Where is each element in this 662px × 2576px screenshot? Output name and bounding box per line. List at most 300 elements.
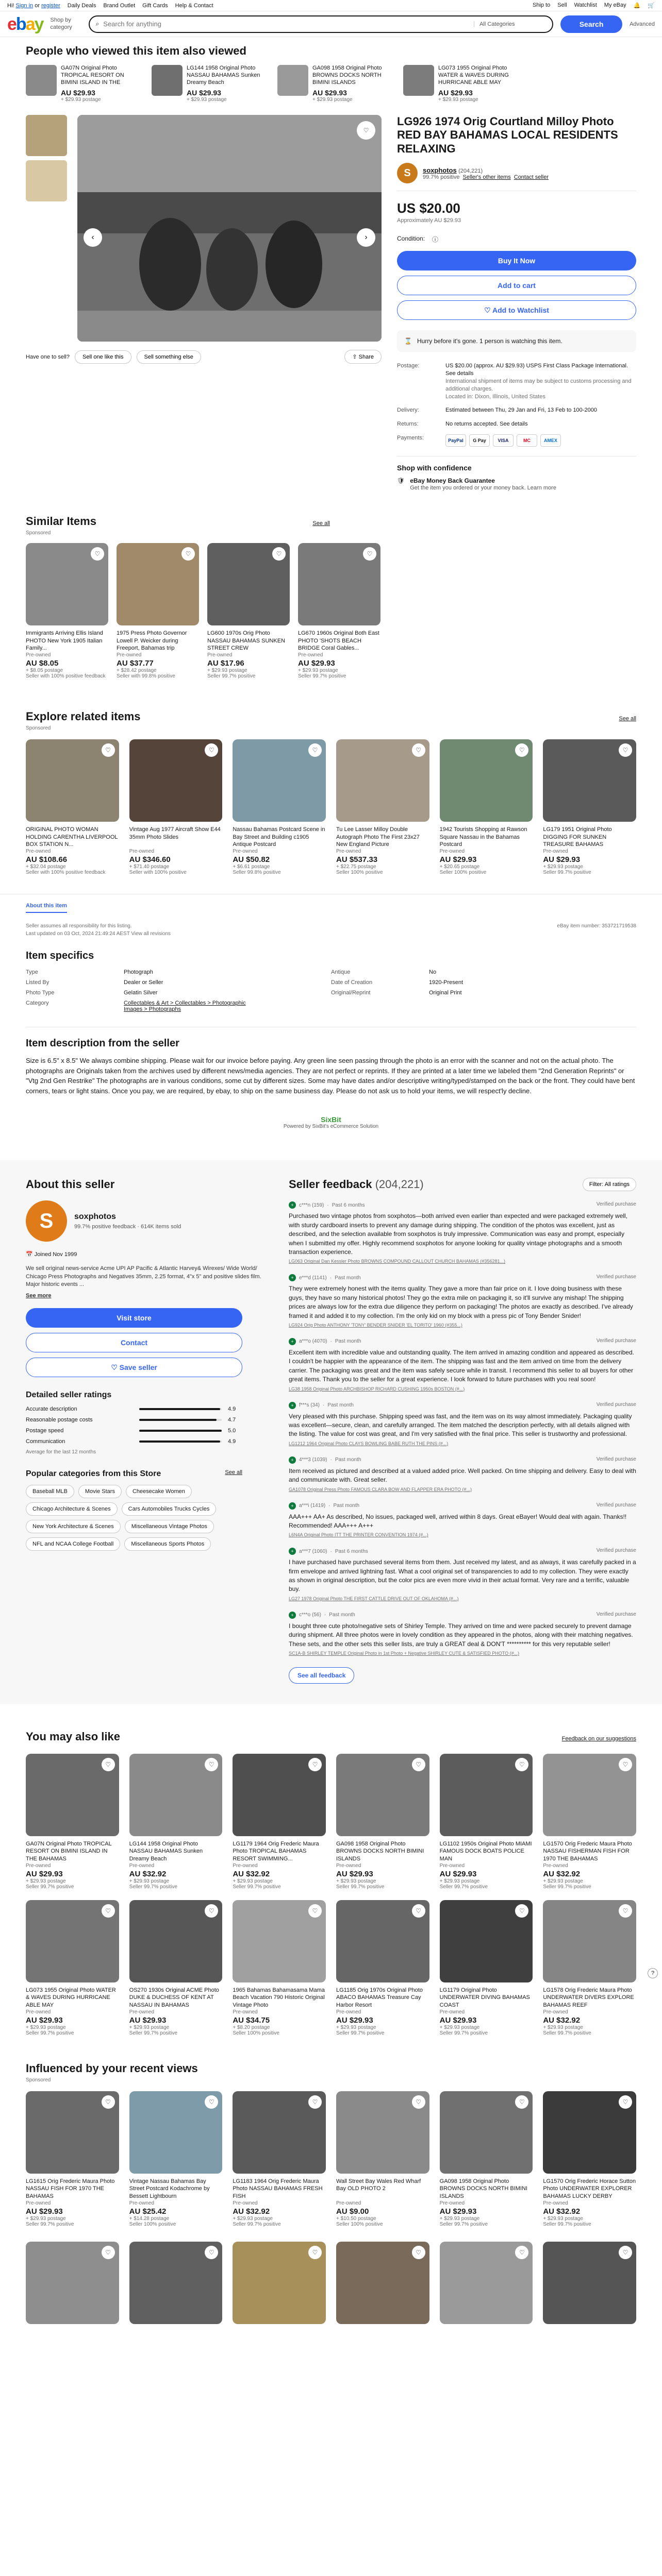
heart-icon[interactable]: ♡ [205, 743, 218, 757]
feedback-entry: + a***o (4070) · Past month Verified purchase Excellent item with incredible value and outstanding quality. The item arrived in amazing condition and appeared as described. I couldn't be happier with the appearance of the item. The shipping was fast and the item arrived on time from the delivery carrier. The packaging was great and the item was safely secure while in transit. I recommend this seller to all buyers for other great items. Thank you to the seller for a great experience. I look forward to future purchases with you real soon! LG38 1958 Original Photo ARCHBISHOP RICHARD CUSHING 1950s BOSTON (#...) [289, 1337, 636, 1392]
avatar[interactable]: S [26, 1200, 67, 1242]
feedback-entry: + e***d (1141) · Past month Verified purchase They were extremely honest with the items quality. They gave a more than fair price on it. I love doing business with these guys, they have so many historical photos! They go the extra mile on packaging it, so it'll survive any mishap! The shipping prices are always low for the extra due diligence they perform on packaging! The photos are exactly as described. I've already framed it and added it to my collection. I'm the only kid on my block with a press pic of Tony Bender Snider! LG924 Orig Photo ANTHONY 'TONY' BENDER SNIDER 'EL TORITO' 1960 (#355...) [289, 1274, 636, 1328]
share-icon: ⇪ [352, 354, 357, 360]
save-seller-button[interactable]: ♡ Save seller [26, 1358, 242, 1377]
feedback-suggestions-link[interactable]: Feedback on our suggestions [561, 1736, 636, 1742]
product-condition: Pre-owned [233, 849, 258, 855]
product-seller: Seller 99.7% positive [543, 2222, 591, 2228]
category-chip[interactable]: NFL and NCAA College Football [26, 1537, 120, 1551]
product-shipping: + $32.04 postage [26, 864, 66, 870]
heart-icon[interactable]: ♡ [515, 2246, 528, 2259]
viewed-item[interactable] [403, 65, 518, 103]
spec-value: 1920-Present [429, 979, 464, 986]
product-condition: Pre-owned [439, 2009, 465, 2015]
product-card[interactable] [440, 1754, 533, 1890]
seller-name-link[interactable]: soxphotos [423, 166, 457, 174]
search-input[interactable] [103, 20, 470, 28]
product-card[interactable] [440, 1900, 533, 2036]
product-image[interactable] [26, 2242, 119, 2324]
spec-key: Antique [331, 969, 351, 976]
shipping-info [397, 362, 636, 447]
product-title[interactable]: OS270 1930s Original ACME Photo DUKE & DUCHESS OF KENT AT NASSAU IN BAHAMAS [129, 1987, 219, 2008]
sell-like-this-button[interactable]: Sell one like this [75, 350, 131, 364]
product-title[interactable]: Wall Street Bay Wales Red Wharf Bay OLD PHOTO 2 [336, 2178, 421, 2192]
info-icon[interactable]: ⓘ [432, 236, 439, 244]
product-image[interactable] [26, 2091, 119, 2174]
product-image[interactable] [26, 739, 119, 822]
product-condition: Pre-owned [543, 2200, 568, 2207]
product-title[interactable]: LG670 1960s Original Both East PHOTO 'SHOTS BEACH BRIDGE Coral Gables... [298, 630, 379, 652]
category-chip[interactable]: Miscellaneous Sports Photos [124, 1537, 211, 1551]
contact-seller-link[interactable]: Contact seller [514, 174, 549, 180]
ship-to-link[interactable]: Ship to [532, 2, 551, 8]
product-title[interactable]: LG1570 Orig Frederic Maura Photo NASSAU FISHERMAN FISH FOR 1970 THE BAHAMAS [543, 1841, 632, 1862]
item-thumbnail[interactable] [26, 65, 57, 96]
see-all-link[interactable]: See all [312, 520, 330, 527]
product-title[interactable]: GA098 1958 Original Photo BROWNS DOCKS NORTH BIMINI ISLANDS [439, 2178, 527, 2199]
feedback-item-link[interactable]: SC1A-B SHIRLEY TEMPLE Original Photo in 1st Photo + Negative SHIRLEY CUTE & SATISFIED PHOTO (#...) [289, 1651, 520, 1656]
product-card[interactable] [129, 1900, 223, 2036]
detailed-ratings [26, 1391, 263, 1455]
product-title[interactable]: LG600 1970s Orig Photo NASSAU BAHAMAS SUNKEN STREET CREW [207, 630, 285, 652]
product-image[interactable] [129, 2091, 223, 2174]
heart-icon: ♡ [111, 1363, 118, 1371]
search-box [89, 15, 554, 33]
product-title[interactable]: LG1102 1950s Original Photo MIAMI FAMOUS DOCK BOATS POLICE MAN [439, 1841, 532, 1862]
product-image[interactable] [336, 1900, 429, 1982]
heart-icon[interactable]: ♡ [619, 1758, 632, 1771]
product-card[interactable] [117, 543, 199, 679]
product-shipping: + $29.93 postage [298, 668, 338, 674]
product-image[interactable] [129, 1754, 223, 1836]
product-image[interactable] [207, 543, 290, 625]
product-shipping: + $8.05 postage [26, 668, 63, 674]
postage-value: US $20.00 (approx. AU $29.93) USPS First Class Package International. See details [445, 363, 628, 377]
product-title[interactable]: LG1183 1964 Orig Frederic Maura Photo NASSAU BAHAMAS FRESH FISH [233, 2178, 323, 2199]
product-shipping: + $29.93 postage [26, 2025, 66, 2031]
heart-icon[interactable]: ♡ [205, 2246, 218, 2259]
avatar[interactable]: S [397, 163, 418, 183]
search-icon: ⌕ [95, 20, 100, 27]
product-title[interactable]: LG1578 Orig Frederic Maura Photo UNDERWATER DIVERS EXPLORE BAHAMAS REEF [543, 1987, 634, 2008]
product-image[interactable] [440, 1754, 533, 1836]
item-title[interactable]: LG073 1955 Original Photo WATER & WAVES DURING HURRICANE ABLE MAY [438, 65, 509, 86]
heart-icon[interactable]: ♡ [515, 1758, 528, 1771]
product-image[interactable] [440, 1900, 533, 1982]
product-card[interactable] [336, 1754, 429, 1890]
category-chip[interactable]: Chicago Architecture & Scenes [26, 1502, 118, 1516]
heart-icon[interactable]: ♡ [363, 547, 376, 561]
product-image[interactable] [336, 2091, 429, 2174]
heart-icon[interactable]: ♡ [272, 547, 286, 561]
buy-it-now-button[interactable]: Buy It Now [397, 251, 636, 270]
mastercard-icon: MC [517, 434, 537, 447]
product-image[interactable] [543, 1900, 636, 1982]
product-card[interactable] [440, 2091, 533, 2227]
product-price: AU $29.93 [439, 2016, 477, 2025]
product-title[interactable]: LG144 1958 Original Photo NASSAU BAHAMAS Sunken Dreamy Beach [129, 1841, 203, 1862]
help-link[interactable]: Help & Contact [175, 2, 213, 9]
item-title[interactable]: GA07N Original Photo TROPICAL RESORT ON BIMINI ISLAND IN THE [61, 65, 124, 86]
spec-value: Gelatin Silver [124, 990, 158, 996]
seller-count: (204,221) [458, 167, 483, 174]
positive-icon: + [289, 1274, 296, 1281]
about-seller: About this seller S soxphotos 99.7% positive feedback · 614K items sold 📅 Joined Nov 1999 We sell original news-service Acme UPI AP Pacific & Atlantic Harvey& Wirexes/ Wide World/ Chicago Press Photographs and Negatives 35mm, 2.25 format, 4"x 5" and positive slides film. Major historic events ... See more Visit store Contact ♡ Save seller Detailed seller ratings Accurate description 4.9 Reasonable postage costs 4.7 Postage speed 5.0 Communication 4.9 Average for the last 12 months Popular categories from this Store See all Baseball MLB Movie Stars Cheesecake Women Chicago Architecture & Scenes Cars Automobiles Trucks Cycles New York Architecture & Scenes Miscellaneous Vintage Photos NFL and NCAA College Football Miscellaneous Sports Photos [26, 1178, 263, 1684]
product-image[interactable] [117, 543, 199, 625]
items-sold: 614K items sold [141, 1224, 181, 1230]
see-all-link[interactable]: See all [225, 1469, 242, 1476]
last-updated: Last updated on 03 Oct, 2024 21:49:24 AEST View all revisions [26, 931, 171, 937]
product-condition: Pre-owned [543, 1863, 568, 1869]
product-card[interactable] [129, 1754, 223, 1890]
product-image[interactable] [233, 1900, 326, 1982]
product-image[interactable] [26, 1754, 119, 1836]
product-seller: Seller 100% positive [439, 870, 487, 876]
help-icon[interactable]: ? [648, 1968, 658, 1978]
heart-icon[interactable]: ♡ [515, 743, 528, 757]
heart-icon[interactable]: ♡ [308, 1758, 322, 1771]
product-card[interactable] [26, 739, 119, 875]
product-price: AU $50.82 [233, 855, 270, 865]
main-photo[interactable] [77, 115, 382, 342]
product-seller: Seller 99.8% positive [233, 870, 281, 876]
hurry-banner: ⌛ Hurry before it's gone. 1 person is watching this item. [397, 330, 636, 352]
product-seller: Seller 100% positive [336, 870, 383, 876]
product-card[interactable] [336, 739, 429, 875]
item-shipping: + $29.93 postage [312, 97, 353, 103]
product-title[interactable]: LG1570 Orig Frederic Horace Sutton Photo UNDERWATER EXPLORER BAHAMAS LUCKY DERBY [543, 2178, 636, 2199]
feedback-item-link[interactable]: LG924 Orig Photo ANTHONY 'TONY' BENDER SNIDER 'EL TORITO' 1960 (#355...) [289, 1322, 462, 1328]
product-image[interactable] [336, 2242, 429, 2324]
product-image[interactable] [233, 2242, 326, 2324]
heart-icon[interactable]: ♡ [102, 1904, 115, 1918]
seller-positive: 99.7% positive feedback [74, 1224, 136, 1230]
heart-icon[interactable]: ♡ [619, 743, 632, 757]
product-seller: Seller 99.7% positive [439, 1884, 488, 1890]
product-price: AU $108.66 [26, 855, 68, 865]
shop-by-category[interactable]: Shop by category [50, 17, 72, 30]
product-card[interactable] [26, 1754, 119, 1890]
product-image[interactable] [129, 2242, 223, 2324]
product-card[interactable] [543, 2091, 636, 2227]
heart-icon[interactable]: ♡ [102, 2246, 115, 2259]
ebay-logo[interactable]: ebay [7, 14, 43, 34]
category-chip[interactable]: Cars Automobiles Trucks Cycles [122, 1502, 217, 1516]
contact-button[interactable]: Contact [26, 1333, 242, 1352]
delivery-value: Estimated between Thu, 29 Jan and Fri, 13 Feb to 100-2000 [445, 407, 597, 414]
add-to-cart-button[interactable]: Add to cart [397, 276, 636, 295]
product-card[interactable] [26, 2091, 119, 2227]
feedback-item-link[interactable]: LG38 1958 Original Photo ARCHBISHOP RICHARD CUSHING 1950s BOSTON (#...) [289, 1386, 465, 1392]
product-card[interactable] [26, 543, 108, 679]
product-image[interactable] [26, 1900, 119, 1982]
feedback-item-link[interactable]: LG063 Original Dan Kessler Photo BROWNS COMPOUND CALLOUT CHURCH BAHAMAS (#356281...) [289, 1259, 505, 1264]
product-title[interactable]: GA098 1958 Original Photo BROWNS DOCKS NORTH BIMINI ISLANDS [336, 1841, 424, 1862]
product-title[interactable]: LG1615 Orig Frederic Maura Photo NASSAU FISH FOR 1970 THE BAHAMAS [26, 2178, 115, 2199]
item-thumbnail[interactable] [277, 65, 308, 96]
product-card[interactable] [543, 739, 636, 875]
about-this-item [0, 894, 662, 1129]
feedback-entry: + c***o (56) · Past month Verified purchase I bought three cute photo/negative sets of Shirley Temple. They arrived on time and were packed securely to prevent damage during shipment. All three photos were in lovely condition as they appeared in the photos, along with their matching negatives. These sets, and the other sets this seller lists, are truly a GREAT deal & DON'T ********** for this very reputable seller! SC1A-B SHIRLEY TEMPLE Original Photo in 1st Photo + Negative SHIRLEY CUTE & SATISFIED PHOTO (#...) [289, 1611, 636, 1656]
product-card[interactable] [440, 2242, 533, 2324]
signin-link[interactable]: Sign in [15, 2, 34, 9]
product-image[interactable] [233, 1754, 326, 1836]
product-card[interactable] [543, 1754, 636, 1890]
product-shipping: + $29.93 postage [336, 1878, 376, 1885]
heart-icon[interactable]: ♡ [619, 2095, 632, 2109]
product-condition: Pre-owned [439, 1863, 465, 1869]
seller-other-items-link[interactable]: Seller's other items [462, 174, 511, 180]
heart-icon[interactable]: ♡ [412, 743, 425, 757]
product-title[interactable]: 1942 Tourists Shopping at Rawson Square Nassau in the Bahamas Postcard [439, 826, 527, 848]
see-more-link[interactable]: See more [26, 1292, 52, 1299]
product-title[interactable]: 1965 Bahamas Bahamasama Mama Beach Vacation 790 Historic Original Vintage Photo [233, 1987, 325, 2008]
product-card[interactable] [336, 2242, 429, 2324]
product-title[interactable]: GA07N Original Photo TROPICAL RESORT ON BIMINI ISLAND IN THE BAHAMAS [26, 1841, 112, 1862]
product-condition: Pre-owned [129, 2200, 155, 2207]
spec-key: Type [26, 969, 38, 976]
heart-icon[interactable]: ♡ [619, 1904, 632, 1918]
product-image[interactable] [298, 543, 380, 625]
product-title[interactable]: Tu Lee Lasser Milloy Double Autograph Photo The First 23x27 New England Picture [336, 826, 420, 848]
product-condition: Pre-owned [233, 1863, 258, 1869]
product-title[interactable]: Vintage Nassau Bahamas Bay Street Postcard Kodachrome by Bessett Lightbourn [129, 2178, 210, 2199]
tab-about-item[interactable]: About this item [26, 903, 67, 913]
product-price: AU $29.93 [439, 855, 477, 865]
share-button[interactable]: ⇪ Share [344, 350, 382, 364]
product-title[interactable]: LG179 1951 Original Photo DIGGING FOR SUNKEN TREASURE BAHAMAS [543, 826, 612, 848]
product-price: AU $346.60 [129, 855, 171, 865]
product-title[interactable]: 1975 Press Photo Governor Lowell P. Weicker during Freeport, Bahamas trip [117, 630, 187, 652]
feedback-item-link[interactable]: GA1078 Original Press Photo FAMOUS CLARA BOW AND FLAPPER ERA PHOTO (#...) [289, 1486, 472, 1492]
product-title[interactable]: LG073 1955 Original Photo WATER & WAVES DURING HURRICANE ABLE MAY [26, 1987, 116, 2008]
rating-row: Reasonable postage costs 4.7 [26, 1417, 236, 1423]
popular-title: Popular categories from this Store [26, 1469, 161, 1479]
section-title: People who viewed this item also viewed [26, 44, 246, 57]
gift-cards-link[interactable]: Gift Cards [142, 2, 168, 9]
cart-icon[interactable]: 🛒 [648, 3, 655, 9]
category-select[interactable]: All Categories [474, 21, 546, 27]
see-all-feedback-button[interactable]: See all feedback [289, 1667, 354, 1684]
category-chip[interactable]: Cheesecake Women [126, 1485, 192, 1498]
product-condition: Pre-owned [207, 652, 233, 658]
feedback-entry: + 4***3 (1039) · Past month Verified purchase Item received as pictured and described at a valued added price. Well packed. On time shipping and delivery. Easy to deal with and communicate with. Great seller. GA1078 Original Press Photo FAMOUS CLARA BOW AND FLAPPER ERA PHOTO (#...) [289, 1456, 636, 1492]
product-seller: Seller 99.7% positive [336, 1884, 385, 1890]
product-image[interactable] [543, 2242, 636, 2324]
product-card[interactable] [233, 2242, 326, 2324]
product-seller: Seller 100% positive [129, 2222, 176, 2228]
product-card[interactable] [129, 2091, 223, 2227]
product-image[interactable] [336, 739, 429, 822]
chevron-left-icon[interactable]: ‹ [84, 228, 102, 247]
description-title: Item description from the seller [26, 1038, 179, 1049]
brand-outlet-link[interactable]: Brand Outlet [103, 2, 136, 9]
feedback-item-link[interactable]: LG1212 1964 Original Photo CLAYS BOWLING BABE RUTH THE PINS (#...) [289, 1440, 449, 1446]
seller-bio: We sell original news-service Acme UPI AP Pacific & Atlantic Harvey& Wirexes/ Wide World/ Chicago Press Photographs and Negatives 35mm, 2.25 format, 4"x 5" and positive slides film. Major historic events ... See more [26, 1265, 263, 1300]
product-seller: Seller 99.7% positive [26, 1884, 74, 1890]
product-seller: Seller with 100% positive feedback [26, 870, 106, 876]
search-button[interactable]: Search [560, 15, 622, 33]
guarantee-title: eBay Money Back Guarantee [410, 477, 495, 485]
product-seller: Seller 99.7% positive [26, 2030, 74, 2037]
positive-icon: + [289, 1402, 296, 1409]
product-image[interactable] [543, 1754, 636, 1836]
delivery-label: Delivery: [397, 407, 419, 414]
viewed-item[interactable] [26, 65, 140, 103]
heart-icon[interactable]: ♡ [102, 2095, 115, 2109]
product-price: AU $29.93 [298, 659, 335, 668]
product-image[interactable] [233, 2091, 326, 2174]
add-to-watchlist-button[interactable]: ♡ Add to Watchlist [397, 300, 636, 320]
viewed-item[interactable] [152, 65, 266, 103]
product-condition: Pre-owned [26, 2009, 51, 2015]
product-card[interactable] [233, 739, 326, 875]
item-thumbnail[interactable] [403, 65, 434, 96]
category-chip[interactable]: Baseball MLB [26, 1485, 74, 1498]
chevron-right-icon[interactable]: › [357, 228, 375, 247]
item-title[interactable]: GA098 1958 Original Photo BROWNS DOCKS NORTH BIMINI ISLANDS [312, 65, 382, 86]
product-condition: Pre-owned [26, 1863, 51, 1869]
product-card[interactable] [298, 543, 380, 679]
product-card[interactable] [129, 739, 223, 875]
bell-icon[interactable]: 🔔 [633, 3, 641, 9]
product-image[interactable] [336, 1754, 429, 1836]
seller-section [0, 1160, 662, 1704]
register-link[interactable]: register [41, 2, 60, 9]
thumbnail-list [26, 115, 72, 342]
heart-icon[interactable]: ♡ [412, 2246, 425, 2259]
product-shipping: + $29.93 postage [543, 2025, 583, 2031]
category-chip[interactable]: New York Architecture & Scenes [26, 1520, 121, 1533]
product-card[interactable] [233, 1900, 326, 2036]
product-card[interactable] [336, 2091, 429, 2227]
heart-icon[interactable]: ♡ [515, 1904, 528, 1918]
product-image[interactable] [129, 739, 223, 822]
heart-icon[interactable]: ♡ [308, 743, 322, 757]
product-title[interactable]: LG1179 Original Photo UNDERWATER DIVING BAHAMAS COAST [439, 1987, 530, 2008]
product-condition: Pre-owned [298, 652, 323, 658]
product-seller: Seller with 100% positive [129, 870, 187, 876]
product-image[interactable] [26, 543, 108, 625]
rating-row: Postage speed 5.0 [26, 1428, 236, 1434]
spec-value: Photograph [124, 969, 153, 976]
viewed-item[interactable] [277, 65, 392, 103]
heart-icon[interactable]: ♡ [515, 2095, 528, 2109]
product-price: AU $29.93 [26, 2207, 63, 2216]
feedback-item-link[interactable]: L6N4A Original Photo ITT THE PRINTER CONVENTION 1974 (#...) [289, 1532, 428, 1538]
heart-icon[interactable]: ♡ [102, 1758, 115, 1771]
product-title[interactable]: Vintage Aug 1977 Aircraft Show E44 35mm Photo Slides [129, 826, 221, 840]
advanced-search-link[interactable]: Advanced [630, 21, 655, 27]
product-title[interactable]: Immigrants Arriving Ellis Island PHOTO New York 1905 Italian Family... [26, 630, 103, 652]
product-image[interactable] [233, 739, 326, 822]
my-ebay-link[interactable]: My eBay [604, 2, 626, 8]
positive-icon: + [289, 1612, 296, 1619]
product-condition: Pre-owned [26, 849, 51, 855]
item-price: AU $29.93 [312, 89, 347, 97]
heart-icon[interactable]: ♡ [91, 547, 104, 561]
heart-icon[interactable]: ♡ [205, 2095, 218, 2109]
product-card[interactable] [336, 1900, 429, 2036]
feedback-filter[interactable]: Filter: All ratings [583, 1178, 636, 1191]
product-image[interactable] [543, 2091, 636, 2174]
product-image[interactable] [440, 2242, 533, 2324]
heart-icon[interactable]: ♡ [619, 2246, 632, 2259]
product-card[interactable] [543, 2242, 636, 2324]
sell-something-else-button[interactable]: Sell something else [137, 350, 201, 364]
heart-icon[interactable]: ♡ [205, 1904, 218, 1918]
heart-icon[interactable]: ♡ [102, 743, 115, 757]
product-title[interactable]: ORIGINAL PHOTO WOMAN HOLDING CARENTHA LIVERPOOL BOX STATION N... [26, 826, 118, 848]
sell-link[interactable]: Sell [557, 2, 567, 8]
product-seller: Seller 99.7% positive [129, 1884, 178, 1890]
heart-icon[interactable]: ♡ [181, 547, 195, 561]
product-title[interactable]: Nassau Bahamas Postcard Scene in Bay Street and Building c1905 Antique Postcard [233, 826, 325, 848]
product-image[interactable] [543, 739, 636, 822]
product-card[interactable] [233, 1754, 326, 1890]
product-image[interactable] [440, 739, 533, 822]
calendar-icon: 📅 [26, 1251, 33, 1258]
heart-icon[interactable]: ♡ [308, 2246, 322, 2259]
daily-deals-link[interactable]: Daily Deals [67, 2, 96, 9]
heart-icon[interactable]: ♡ [205, 1758, 218, 1771]
product-card[interactable] [129, 2242, 223, 2324]
watchlist-link[interactable]: Watchlist [574, 2, 597, 8]
shop-with-confidence [397, 456, 636, 492]
item-title[interactable]: LG144 1958 Original Photo NASSAU BAHAMAS Sunken Dreamy Beach [187, 65, 260, 86]
product-card[interactable] [207, 543, 290, 679]
product-card[interactable] [26, 1900, 119, 2036]
product-card[interactable] [233, 2091, 326, 2227]
seller-feedback [289, 1178, 636, 1684]
product-title[interactable]: LG1179 1964 Orig Frederic Maura Photo TROPICAL BAHAMAS RESORT SWIMMING... [233, 1841, 319, 1862]
heart-icon[interactable]: ♡ [357, 121, 375, 140]
product-shipping: + $29.93 postage [439, 2025, 480, 2031]
product-price: AU $29.93 [336, 1870, 373, 1879]
heart-icon[interactable]: ♡ [412, 1904, 425, 1918]
product-card[interactable] [440, 739, 533, 875]
seller-name[interactable]: soxphotos [74, 1212, 116, 1222]
image-gallery [26, 115, 382, 492]
gallery-thumbnail[interactable] [26, 115, 67, 156]
category-chip[interactable]: Miscellaneous Vintage Photos [125, 1520, 214, 1533]
heart-icon[interactable]: ♡ [308, 1904, 322, 1918]
product-condition: Pre-owned [543, 2009, 568, 2015]
category-breadcrumb[interactable]: Collectables & Art > Collectables > Photographic Images > Photographs [124, 1000, 246, 1013]
gallery-thumbnail[interactable] [26, 160, 67, 201]
heart-icon[interactable]: ♡ [308, 2095, 322, 2109]
product-title[interactable]: LG1185 Orig 1970s Original Photo ABACO BAHAMAS Treasure Cay Harbor Resort [336, 1987, 423, 2008]
spec-key: Date of Creation [331, 979, 373, 986]
product-condition: Pre-owned [336, 2009, 361, 2015]
product-card[interactable] [543, 1900, 636, 2036]
item-shipping: + $29.93 postage [438, 97, 478, 103]
category-chip[interactable]: Movie Stars [78, 1485, 122, 1498]
feedback-item-link[interactable]: LG27 1978 Original Photo THE FIRST CATTLE DRIVE OUT OF OKLAHOMA (#...) [289, 1596, 459, 1601]
see-all-link[interactable]: See all [619, 716, 636, 722]
item-thumbnail[interactable] [152, 65, 183, 96]
positive-icon: + [289, 1201, 296, 1209]
item-number: eBay item number: 353721719538 [557, 923, 636, 929]
product-image[interactable] [129, 1900, 223, 1982]
product-seller: Seller 99.7% positive [207, 673, 256, 680]
visit-store-button[interactable]: Visit store [26, 1308, 242, 1328]
heart-icon[interactable]: ♡ [412, 1758, 425, 1771]
product-card[interactable] [26, 2242, 119, 2324]
product-image[interactable] [440, 2091, 533, 2174]
product-price: AU $17.96 [207, 659, 244, 668]
heart-icon[interactable]: ♡ [412, 2095, 425, 2109]
